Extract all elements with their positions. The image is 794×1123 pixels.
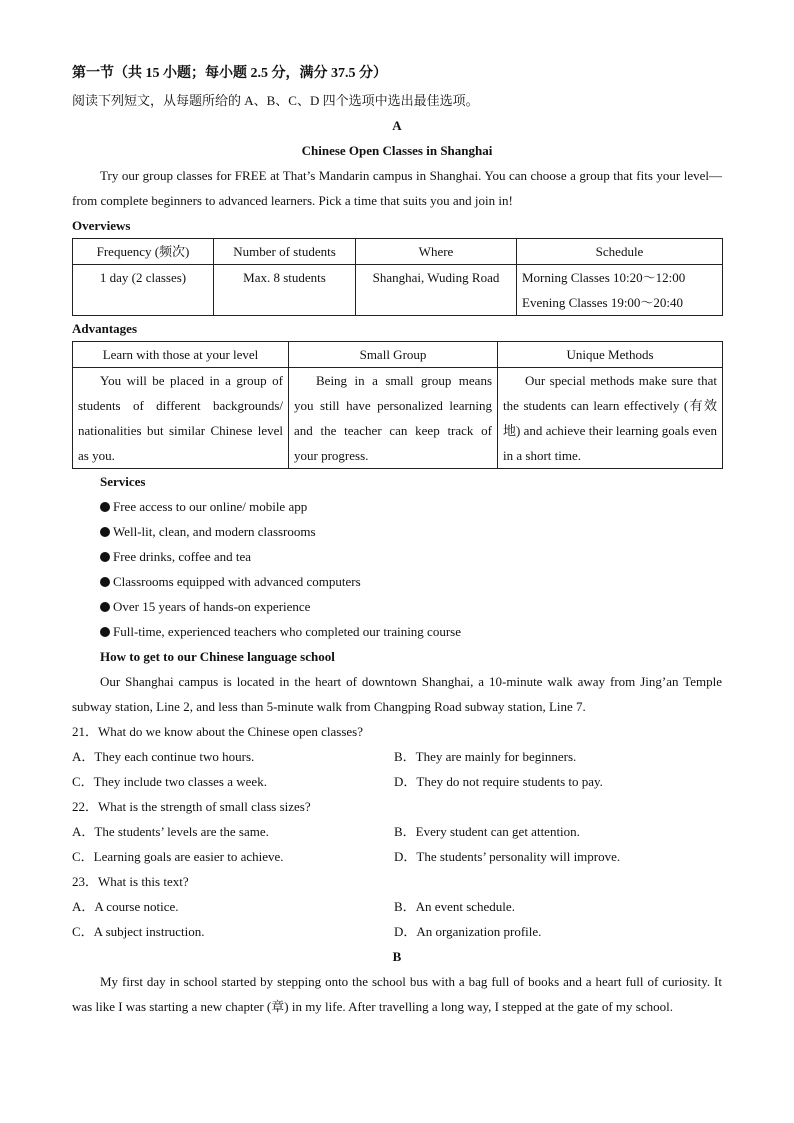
bullet-icon (100, 602, 110, 612)
passage-b-label: B (392, 949, 402, 964)
bullet-icon (100, 502, 110, 512)
option-c[interactable]: C．A subject instruction. (72, 924, 205, 939)
service-text: Well-lit, clean, and modern classrooms (113, 524, 316, 539)
question-stem: 22．What is the strength of small class sizes? (72, 799, 311, 814)
list-item (72, 619, 722, 644)
schedule-morning: Morning Classes 10:20～12:00 (522, 270, 686, 285)
bullet-icon (100, 552, 110, 562)
question-23 (72, 869, 722, 944)
cell-schedule (517, 265, 723, 316)
options-row (72, 769, 722, 794)
option-c[interactable]: C．Learning goals are easier to achieve. (72, 849, 284, 864)
option-b[interactable]: B．An event schedule. (394, 899, 515, 914)
header-methods: Unique Methods (498, 342, 723, 368)
section-title: 第一节（共 15 小题；每小题 2.5 分，满分 37.5 分） (72, 66, 387, 81)
option-a[interactable]: A．The students’ levels are the same. (72, 824, 269, 839)
services-list (72, 494, 722, 644)
advantages-heading: Advantages (72, 321, 138, 336)
table-header-row (73, 342, 723, 368)
directions-text: Our Shanghai campus is located in the heart of downtown Shanghai, a 10-minute walk away from Jing’an Temple subway station, Line 2, and less than 5-minute walk from Changping Road subway station, Line 7. (72, 674, 722, 714)
passage-a-intro: Try our group classes for FREE at That’s Mandarin campus in Shanghai. You can choose a group that fits your level—from complete beginners to advanced learners. Pick a time that suits you and join in! (72, 168, 722, 208)
passage-a-title: Chinese Open Classes in Shanghai (301, 143, 493, 158)
cell-frequency: 1 day (2 classes) (73, 265, 214, 316)
header-frequency: Frequency (频次) (73, 239, 214, 265)
service-text: Free access to our online/ mobile app (113, 499, 308, 514)
directions-heading: How to get to our Chinese language school (100, 649, 335, 664)
cell-methods: Our special methods make sure that the students can learn effectively (有效地) and achieve their learning goals even in a short time. (498, 368, 723, 469)
services-heading: Services (100, 474, 146, 489)
option-a[interactable]: A．A course notice. (72, 899, 179, 914)
service-text: Full-time, experienced teachers who completed our training course (113, 624, 461, 639)
cell-small-group: Being in a small group means you still have personalized learning and the teacher can keep track of your progress. (289, 368, 498, 469)
cell-level: You will be placed in a group of students of different backgrounds/ nationalities but similar Chinese level as you. (73, 368, 289, 469)
cell-where: Shanghai, Wuding Road (356, 265, 517, 316)
bullet-icon (100, 577, 110, 587)
options-row (72, 819, 722, 844)
table-header-row (73, 239, 723, 265)
list-item (72, 544, 722, 569)
option-b[interactable]: B．Every student can get attention. (394, 824, 580, 839)
option-d[interactable]: D．An organization profile. (394, 924, 542, 939)
header-students: Number of students (214, 239, 356, 265)
question-22 (72, 794, 722, 869)
overviews-heading: Overviews (72, 218, 131, 233)
service-text: Free drinks, coffee and tea (113, 549, 252, 564)
header-schedule: Schedule (517, 239, 723, 265)
option-a[interactable]: A．They each continue two hours. (72, 749, 255, 764)
service-text: Classrooms equipped with advanced computers (113, 574, 361, 589)
options-row (72, 894, 722, 919)
header-level: Learn with those at your level (73, 342, 289, 368)
options-row (72, 844, 722, 869)
passage-b-text: My first day in school started by stepping onto the school bus with a bag full of books and a heart full of curiosity. It was like I was starting a new chapter (章) in my life. After travelling a long way, I stepped at the gate of my school. (72, 974, 722, 1014)
option-d[interactable]: D．The students’ personality will improve. (394, 849, 621, 864)
advantages-table (72, 341, 723, 469)
list-item (72, 494, 722, 519)
overviews-table (72, 238, 723, 316)
list-item (72, 594, 722, 619)
header-where: Where (356, 239, 517, 265)
option-d[interactable]: D．They do not require students to pay. (394, 774, 603, 789)
question-stem: 21．What do we know about the Chinese open classes? (72, 724, 363, 739)
options-row (72, 744, 722, 769)
list-item (72, 569, 722, 594)
option-b[interactable]: B．They are mainly for beginners. (394, 749, 577, 764)
options-row (72, 919, 722, 944)
table-row (73, 368, 723, 469)
option-c[interactable]: C．They include two classes a week. (72, 774, 267, 789)
exam-page (72, 60, 722, 1019)
service-text: Over 15 years of hands-on experience (113, 599, 311, 614)
schedule-evening: Evening Classes 19:00～20:40 (522, 295, 684, 310)
question-stem: 23．What is this text? (72, 874, 189, 889)
list-item (72, 519, 722, 544)
table-row (73, 265, 723, 316)
header-small-group: Small Group (289, 342, 498, 368)
cell-students: Max. 8 students (214, 265, 356, 316)
bullet-icon (100, 527, 110, 537)
instruction: 阅读下列短文，从每题所给的 A、B、C、D 四个选项中选出最佳选项。 (72, 93, 479, 108)
question-21 (72, 719, 722, 794)
bullet-icon (100, 627, 110, 637)
passage-a-label: A (392, 118, 402, 133)
